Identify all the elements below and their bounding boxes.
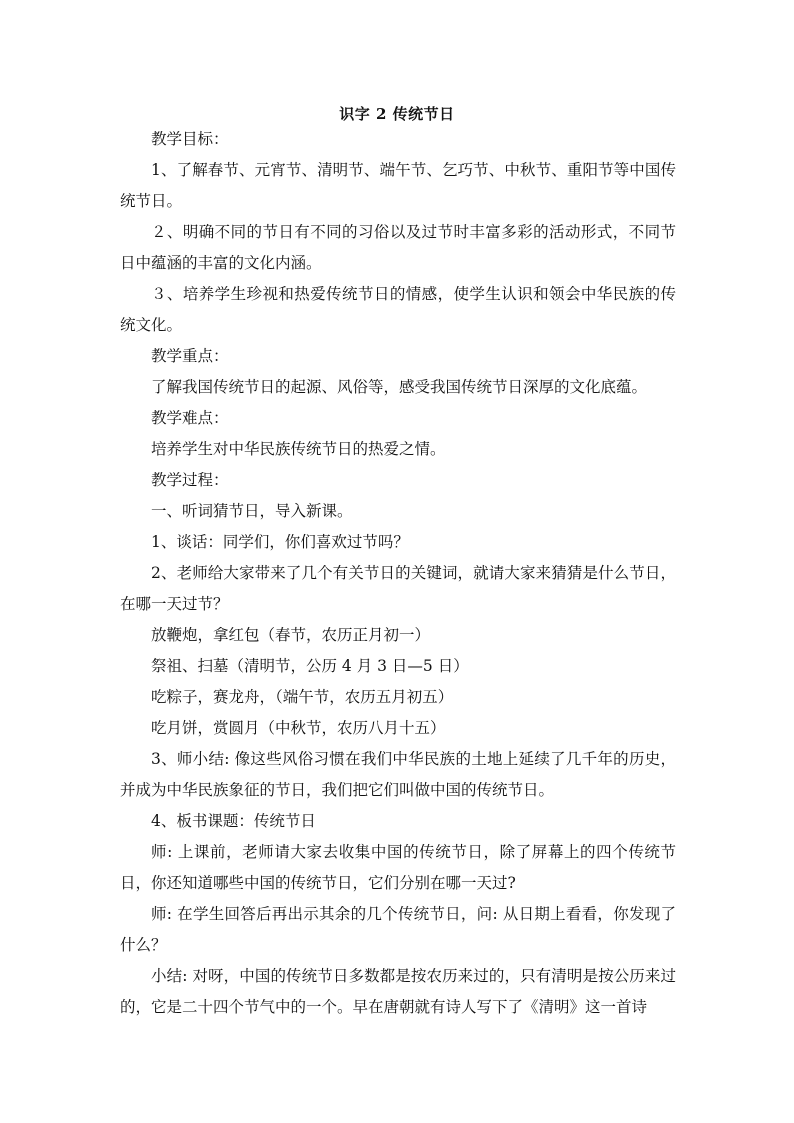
section-heading-difficulties: 教学难点：: [151, 409, 229, 427]
process-item: 3、师小结: 像这些风俗习惯在我们中华民族的土地上延续了几千年的历史，并成为中华民族象征的节日，我们把它们叫做中国的传统节日。: [120, 750, 676, 799]
teacher-dialogue: 师: 上课前，老师请大家去收集中国的传统节日，除了屏幕上的四个传统节日，你还知道哪些中国的传统节日，它们分别在哪一天过?: [120, 843, 676, 892]
section-heading-process: 教学过程：: [151, 471, 229, 489]
process-item: 4、板书课题：传统节日: [151, 812, 316, 830]
process-item: 1、谈话：同学们，你们喜欢过节吗？: [151, 533, 409, 551]
festival-clue: 吃月饼，赏圆月（中秋节，农历八月十五）: [151, 719, 446, 737]
objective-item-3: ３、培养学生珍视和热爱传统节日的情感，使学生认识和领会中华民族的传统文化。: [120, 285, 676, 334]
process-step-1: 一、听词猜节日，导入新课。: [151, 502, 353, 520]
festival-clue: 放鞭炮，拿红包（春节，农历正月初一）: [151, 626, 431, 644]
difficulties-text: 培养学生对中华民族传统节日的热爱之情。: [151, 440, 446, 458]
festival-clue: 吃粽子，赛龙舟，（端午节，农历五月初五）: [151, 688, 454, 706]
objective-item-2: ２、明确不同的节日有不同的习俗以及过节时丰富多彩的活动形式，不同节日中蕴涵的丰富的文化内涵。: [120, 223, 676, 272]
process-item: 2、老师给大家带来了几个有关节日的关键词，就请大家来猜猜是什么节日，在哪一天过节？: [120, 564, 676, 613]
document-body: [120, 124, 676, 1023]
festival-clue: 祭祖、扫墓（清明节，公历 4 月 3 日—5 日）: [151, 657, 469, 675]
teacher-dialogue: 师: 在学生回答后再出示其余的几个传统节日，问: 从日期上看看，你发现了什么？: [120, 905, 676, 954]
document-title: 识字 2 传统节日: [339, 105, 455, 123]
key-points-text: 了解我国传统节日的起源、风俗等，感受我国传统节日深厚的文化底蕴。: [151, 378, 648, 396]
summary-text: 小结: 对呀，中国的传统节日多数都是按农历来过的，只有清明是按公历来过的，它是二十四个节气中的一个。早在唐朝就有诗人写下了《清明》这一首诗: [120, 967, 676, 1016]
section-heading-objectives: 教学目标：: [151, 130, 229, 148]
section-heading-key-points: 教学重点：: [151, 347, 229, 365]
objective-item-1: 1、了解春节、元宵节、清明节、端午节、乞巧节、中秋节、重阳节等中国传统节日。: [120, 161, 676, 210]
